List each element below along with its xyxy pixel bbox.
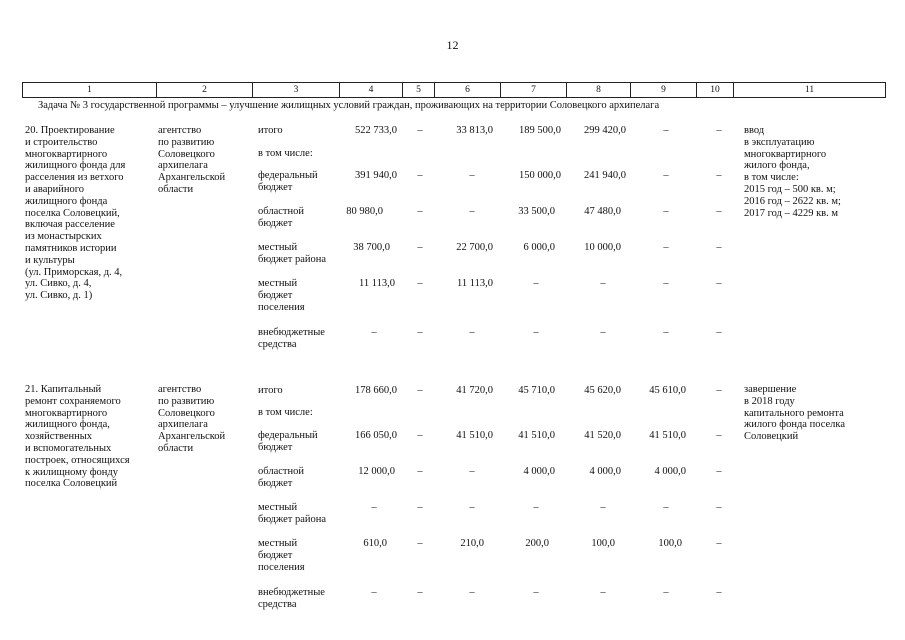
- cell-col10: –: [716, 385, 722, 396]
- header-col: 10: [696, 83, 733, 97]
- cell-col9: –: [663, 587, 669, 598]
- cell-col10: –: [716, 125, 722, 136]
- cell-col4: 522 733,0: [355, 125, 397, 136]
- cell-col10: –: [716, 170, 722, 181]
- cell-col8: –: [600, 587, 606, 598]
- cell-col5: –: [417, 327, 423, 338]
- cell-col8: 10 000,0: [584, 242, 621, 253]
- cell-col5: –: [417, 278, 423, 289]
- cell-col9: –: [663, 125, 669, 136]
- cell-col10: –: [716, 502, 722, 513]
- cell-col9: 41 510,0: [649, 430, 686, 441]
- cell-col4: 38 700,0: [353, 242, 390, 253]
- line-label: местный бюджет района: [258, 242, 327, 265]
- cell-col10: –: [716, 587, 722, 598]
- cell-col4: 11 113,0: [359, 278, 395, 289]
- header-col: 4: [339, 83, 402, 97]
- cell-col8: 100,0: [591, 538, 615, 549]
- cell-col6: 33 813,0: [456, 125, 493, 136]
- row-executor: агентство по развитию Соловецкого архипелага Архангельской области: [158, 125, 226, 195]
- cell-col10: –: [716, 538, 722, 549]
- cell-col5: –: [417, 587, 423, 598]
- cell-col4: 12 000,0: [358, 466, 395, 477]
- row-result: ввод в эксплуатацию многоквартирного жилого фонда, в том числе: 2015 год – 500 кв. м; 2016 год – 2622 кв. м; 2017 год – 4229 кв. м: [744, 125, 841, 219]
- cell-col8: –: [600, 502, 606, 513]
- row-executor: агентство по развитию Соловецкого архипелага Архангельской области: [158, 384, 226, 454]
- cell-col7: 150 000,0: [519, 170, 561, 181]
- cell-col4: 178 660,0: [355, 385, 397, 396]
- line-label: федеральный бюджет: [258, 430, 318, 453]
- cell-col7: 200,0: [525, 538, 549, 549]
- row-result: завершение в 2018 году капитального ремонта жилого фонда поселка Соловецкий: [744, 384, 846, 443]
- row-title: 21. Капитальный ремонт сохраняемого многоквартирного жилищного фонда, хозяйственных и вспомогательных построек, относящихся к жилищному фонду поселка Соловецкий: [25, 384, 130, 490]
- line-label: в том числе:: [258, 407, 313, 418]
- cell-col9: –: [663, 242, 669, 253]
- cell-col7: 45 710,0: [518, 385, 555, 396]
- cell-col9: 100,0: [658, 538, 682, 549]
- header-col: 9: [630, 83, 696, 97]
- cell-col8: 41 520,0: [584, 430, 621, 441]
- cell-col4: 80 980,0: [346, 206, 383, 217]
- cell-col9: 4 000,0: [654, 466, 686, 477]
- cell-col9: –: [663, 502, 669, 513]
- page-number: 12: [446, 38, 459, 52]
- cell-col9: 45 610,0: [649, 385, 686, 396]
- cell-col6: 11 113,0: [457, 278, 493, 289]
- cell-col10: –: [716, 430, 722, 441]
- header-col: 6: [434, 83, 500, 97]
- cell-col4: –: [371, 327, 377, 338]
- cell-col7: –: [533, 327, 539, 338]
- line-label: местный бюджет района: [258, 502, 327, 525]
- cell-col10: –: [716, 242, 722, 253]
- cell-col7: 189 500,0: [519, 125, 561, 136]
- header-col: 11: [733, 83, 885, 97]
- line-label: местный бюджет поселения: [258, 278, 305, 313]
- cell-col6: –: [469, 587, 475, 598]
- cell-col5: –: [417, 125, 423, 136]
- cell-col8: –: [600, 278, 606, 289]
- cell-col10: –: [716, 327, 722, 338]
- line-label: областной бюджет: [258, 206, 304, 229]
- cell-col8: –: [600, 327, 606, 338]
- cell-col8: 47 480,0: [584, 206, 621, 217]
- line-label: внебюджетные средства: [258, 327, 325, 350]
- cell-col9: –: [663, 278, 669, 289]
- cell-col8: 299 420,0: [584, 125, 626, 136]
- header-col: 3: [252, 83, 339, 97]
- cell-col7: –: [533, 278, 539, 289]
- cell-col6: –: [469, 206, 475, 217]
- cell-col7: 6 000,0: [523, 242, 555, 253]
- header-col: 7: [500, 83, 566, 97]
- task-title: Задача № 3 государственной программы – улучшение жилищных условий граждан, проживающих на территории Соловецкого архипелага: [38, 100, 660, 111]
- cell-col6: –: [469, 466, 475, 477]
- cell-col5: –: [417, 385, 423, 396]
- cell-col6: –: [469, 170, 475, 181]
- cell-col5: –: [417, 502, 423, 513]
- column-number-header: [22, 82, 886, 98]
- cell-col5: –: [417, 170, 423, 181]
- row-title: 20. Проектирование и строительство многоквартирного жилищного фонда для расселения из ветхого и аварийного жилищного фонда поселка Соловецкий, включая расселение из монастырских памятников истории и культуры (ул. Приморская, д. 4, ул. Сивко, д. 4, ул. Сивко, д. 1): [25, 125, 126, 302]
- cell-col6: 210,0: [460, 538, 484, 549]
- cell-col4: –: [371, 502, 377, 513]
- cell-col4: –: [371, 587, 377, 598]
- cell-col10: –: [716, 466, 722, 477]
- cell-col7: 33 500,0: [518, 206, 555, 217]
- cell-col7: –: [533, 502, 539, 513]
- header-col: 5: [402, 83, 434, 97]
- header-col: 2: [156, 83, 252, 97]
- cell-col4: 166 050,0: [355, 430, 397, 441]
- line-label: федеральный бюджет: [258, 170, 318, 193]
- cell-col7: 4 000,0: [523, 466, 555, 477]
- cell-col8: 4 000,0: [589, 466, 621, 477]
- cell-col6: 41 720,0: [456, 385, 493, 396]
- cell-col6: 41 510,0: [456, 430, 493, 441]
- cell-col6: –: [469, 502, 475, 513]
- line-label: итого: [258, 385, 283, 396]
- cell-col7: –: [533, 587, 539, 598]
- line-label: местный бюджет поселения: [258, 538, 305, 573]
- cell-col9: –: [663, 327, 669, 338]
- cell-col9: –: [663, 206, 669, 217]
- cell-col5: –: [417, 466, 423, 477]
- cell-col6: –: [469, 327, 475, 338]
- line-label: внебюджетные средства: [258, 587, 325, 610]
- cell-col5: –: [417, 538, 423, 549]
- header-col: 8: [566, 83, 630, 97]
- header-col: 1: [87, 85, 92, 95]
- cell-col6: 22 700,0: [456, 242, 493, 253]
- cell-col9: –: [663, 170, 669, 181]
- line-label: в том числе:: [258, 148, 313, 159]
- cell-col5: –: [417, 430, 423, 441]
- line-label: итого: [258, 125, 283, 136]
- cell-col7: 41 510,0: [518, 430, 555, 441]
- cell-col8: 241 940,0: [584, 170, 626, 181]
- cell-col10: –: [716, 278, 722, 289]
- cell-col4: 391 940,0: [355, 170, 397, 181]
- line-label: областной бюджет: [258, 466, 304, 489]
- cell-col10: –: [716, 206, 722, 217]
- cell-col5: –: [417, 206, 423, 217]
- cell-col8: 45 620,0: [584, 385, 621, 396]
- cell-col4: 610,0: [363, 538, 387, 549]
- cell-col5: –: [417, 242, 423, 253]
